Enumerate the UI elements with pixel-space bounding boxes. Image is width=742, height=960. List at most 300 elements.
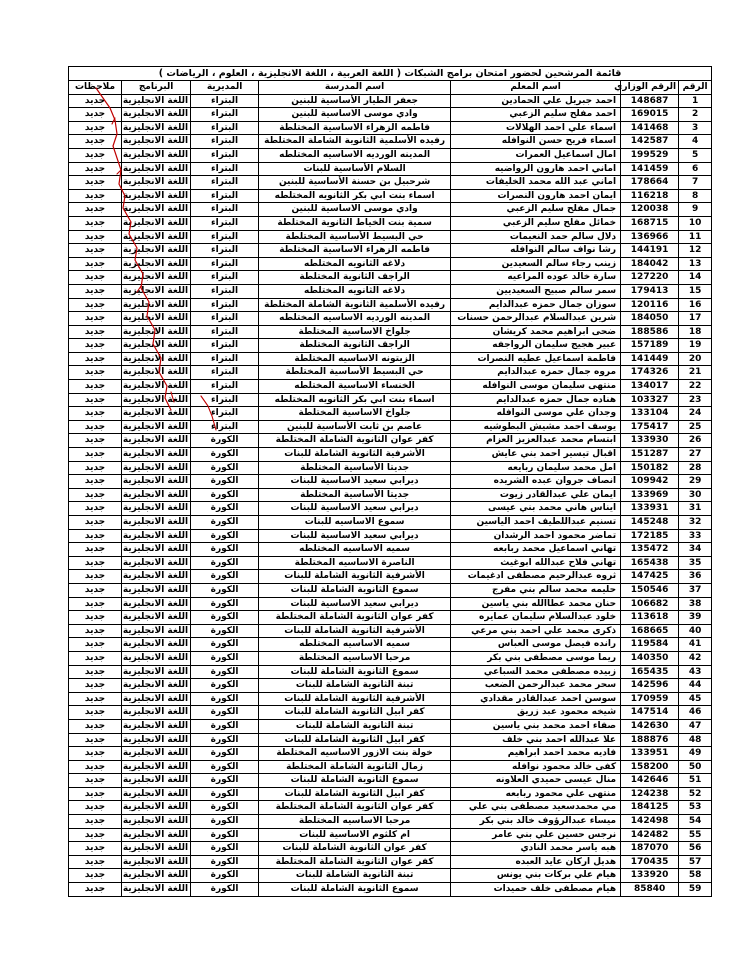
cell-program: اللغة الانجليزية [122,448,191,462]
cell-ministry-number: 179413 [621,284,679,298]
cell-notes: جديد [69,407,122,421]
cell-index: 34 [679,543,712,557]
cell-ministry-number: 135472 [621,543,679,557]
cell-notes: جديد [69,692,122,706]
table-row [69,162,712,176]
cell-notes: جديد [69,516,122,530]
cell-index: 42 [679,651,712,665]
cell-teacher-name: نرجس حسين علي بني عامر [451,828,621,842]
cell-school-name: سموع الثانوية الشاملة للبنات [259,774,451,788]
cell-program: اللغة الانجليزية [122,135,191,149]
cell-teacher-name: زينب رجاء سالم السعيدين [451,257,621,271]
cell-directorate: الكورة [191,638,259,652]
cell-directorate: الكورة [191,651,259,665]
cell-ministry-number: 85840 [621,883,679,897]
cell-directorate: الكورة [191,747,259,761]
cell-teacher-name: ايمان احمد هارون النصرات [451,189,621,203]
cell-notes: جديد [69,760,122,774]
cell-notes: جديد [69,298,122,312]
cell-directorate: البتراء [191,339,259,353]
cell-notes: جديد [69,679,122,693]
cell-notes: جديد [69,719,122,733]
table-row [69,244,712,258]
table-row [69,828,712,842]
candidates-sheet [68,66,711,897]
cell-notes: جديد [69,556,122,570]
cell-directorate: البتراء [191,108,259,122]
cell-ministry-number: 133951 [621,747,679,761]
cell-directorate: البتراء [191,380,259,394]
cell-index: 55 [679,828,712,842]
table-row [69,787,712,801]
cell-ministry-number: 157189 [621,339,679,353]
table-row [69,692,712,706]
cell-teacher-name: شيخه محمود عبد زريق [451,706,621,720]
table-row [69,284,712,298]
cell-directorate: البتراء [191,162,259,176]
cell-school-name: اسماء بنت ابي بكر الثانويه المختلطه [259,189,451,203]
cell-program: اللغة الانجليزية [122,556,191,570]
cell-index: 51 [679,774,712,788]
cell-notes: جديد [69,855,122,869]
cell-directorate: الكورة [191,434,259,448]
cell-index: 24 [679,407,712,421]
table-row [69,203,712,217]
cell-school-name: مرحبا الاساسيه المختلطة [259,651,451,665]
cell-teacher-name: امال اسماعيل العمرات [451,148,621,162]
cell-ministry-number: 113618 [621,611,679,625]
cell-notes: جديد [69,706,122,720]
cell-index: 44 [679,679,712,693]
cell-program: اللغة الانجليزية [122,747,191,761]
table-row [69,312,712,326]
cell-school-name: تبنة الثانوية الشاملة للبنات [259,869,451,883]
table-row [69,651,712,665]
cell-index: 52 [679,787,712,801]
cell-index: 3 [679,121,712,135]
cell-school-name: حي البسيط الأساسية المختلطة [259,230,451,244]
cell-ministry-number: 103327 [621,393,679,407]
cell-ministry-number: 165435 [621,665,679,679]
cell-program: اللغة الانجليزية [122,801,191,815]
cell-program: اللغة الانجليزية [122,543,191,557]
cell-program: اللغة الانجليزية [122,407,191,421]
cell-program: اللغة الانجليزية [122,271,191,285]
table-row [69,420,712,434]
cell-notes: جديد [69,94,122,108]
cell-ministry-number: 168715 [621,216,679,230]
cell-notes: جديد [69,380,122,394]
cell-ministry-number: 188876 [621,733,679,747]
cell-ministry-number: 184125 [621,801,679,815]
cell-notes: جديد [69,651,122,665]
cell-school-name: السلام الأساسية للبنات [259,162,451,176]
cell-program: اللغة الانجليزية [122,733,191,747]
cell-notes: جديد [69,189,122,203]
cell-directorate: الكورة [191,733,259,747]
cell-program: اللغة الانجليزية [122,434,191,448]
cell-notes: جديد [69,420,122,434]
cell-index: 29 [679,475,712,489]
cell-school-name: جعفر الطيار الأساسية للبنين [259,94,451,108]
cell-teacher-name: ثروه عبدالرحيم مصطفى ادغيمات [451,570,621,584]
cell-directorate: البتراء [191,284,259,298]
cell-index: 35 [679,556,712,570]
cell-notes: جديد [69,611,122,625]
table-row [69,94,712,108]
cell-directorate: الكورة [191,556,259,570]
cell-index: 4 [679,135,712,149]
cell-directorate: البتراء [191,189,259,203]
cell-program: اللغة الانجليزية [122,108,191,122]
table-row [69,230,712,244]
cell-directorate: الكورة [191,611,259,625]
cell-index: 39 [679,611,712,625]
cell-school-name: الأشرفية الثانوية الشاملة للبنات [259,692,451,706]
cell-notes: جديد [69,461,122,475]
cell-school-name: جديتا الأساسية المختلطة [259,488,451,502]
cell-ministry-number: 187070 [621,842,679,856]
cell-notes: جديد [69,148,122,162]
table-row [69,339,712,353]
cell-directorate: البتراء [191,312,259,326]
table-row [69,842,712,856]
cell-index: 58 [679,869,712,883]
cell-program: اللغة الانجليزية [122,298,191,312]
table-row [69,543,712,557]
cell-teacher-name: مروه جمال حمزه عبدالدايم [451,366,621,380]
cell-program: اللغة الانجليزية [122,393,191,407]
cell-notes: جديد [69,216,122,230]
table-row [69,529,712,543]
cell-notes: جديد [69,448,122,462]
table-row [69,611,712,625]
cell-directorate: الكورة [191,706,259,720]
table-row [69,855,712,869]
cell-ministry-number: 151287 [621,448,679,462]
cell-school-name: زمال الثانوية الشاملة المختلطة [259,760,451,774]
cell-ministry-number: 170435 [621,855,679,869]
table-row [69,706,712,720]
cell-directorate: الكورة [191,583,259,597]
cell-teacher-name: هيام علي بركات بني يونس [451,869,621,883]
cell-directorate: الكورة [191,475,259,489]
cell-index: 32 [679,516,712,530]
cell-index: 37 [679,583,712,597]
table-row [69,271,712,285]
cell-directorate: الكورة [191,760,259,774]
cell-notes: جديد [69,570,122,584]
cell-program: اللغة الانجليزية [122,312,191,326]
cell-school-name: كفر ابيل الثانوية الشاملة للبنات [259,787,451,801]
cell-notes: جديد [69,529,122,543]
cell-directorate: الكورة [191,597,259,611]
table-row [69,448,712,462]
cell-program: اللغة الانجليزية [122,189,191,203]
cell-teacher-name: ايناس هاني محمد بني عيسى [451,502,621,516]
cell-notes: جديد [69,121,122,135]
candidates-table [68,66,712,897]
cell-directorate: الكورة [191,624,259,638]
cell-ministry-number: 150546 [621,583,679,597]
cell-notes: جديد [69,733,122,747]
table-row [69,366,712,380]
header-program: البرنامج [122,81,191,95]
header-notes: ملاحظات [69,81,122,95]
cell-school-name: المدينه الورديه الاساسيه المختلطه [259,312,451,326]
cell-school-name: جلواخ الاساسية المختلطة [259,325,451,339]
cell-notes: جديد [69,665,122,679]
cell-notes: جديد [69,325,122,339]
cell-school-name: سموع الثانوية الشاملة للبنات [259,665,451,679]
cell-directorate: الكورة [191,516,259,530]
cell-notes: جديد [69,475,122,489]
cell-program: اللغة الانجليزية [122,774,191,788]
cell-school-name: الأشرفية الثانوية الشاملة للبنات [259,448,451,462]
cell-ministry-number: 142596 [621,679,679,693]
cell-notes: جديد [69,244,122,258]
cell-teacher-name: اقبال تيسير احمد بني عايش [451,448,621,462]
cell-index: 12 [679,244,712,258]
cell-directorate: البتراء [191,230,259,244]
cell-program: اللغة الانجليزية [122,516,191,530]
cell-index: 33 [679,529,712,543]
cell-school-name: كفر عوان الثانوية الشاملة المختلطة [259,434,451,448]
cell-teacher-name: فاطمة اسماعيل عطيه النصرات [451,352,621,366]
cell-school-name: تبنة الثانوية الشاملة للبنات [259,679,451,693]
cell-ministry-number: 144191 [621,244,679,258]
cell-program: اللغة الانجليزية [122,366,191,380]
cell-school-name: الأشرفية الثانوية الشاملة للبنات [259,570,451,584]
table-row [69,189,712,203]
cell-index: 6 [679,162,712,176]
table-row [69,325,712,339]
cell-notes: جديد [69,815,122,829]
cell-directorate: الكورة [191,828,259,842]
cell-teacher-name: تماضر محمود احمد الرشدان [451,529,621,543]
cell-directorate: الكورة [191,570,259,584]
table-row [69,774,712,788]
cell-teacher-name: اسماء فريح حسن النوافله [451,135,621,149]
table-row [69,502,712,516]
cell-ministry-number: 133969 [621,488,679,502]
cell-program: اللغة الانجليزية [122,583,191,597]
cell-program: اللغة الانجليزية [122,624,191,638]
cell-teacher-name: فاديه محمد احمد ابراهيم [451,747,621,761]
cell-school-name: ام كلثوم الاساسية للبنات [259,828,451,842]
cell-program: اللغة الانجليزية [122,815,191,829]
cell-directorate: البتراء [191,393,259,407]
cell-teacher-name: اسماء علي احمد الهلالات [451,121,621,135]
cell-program: اللغة الانجليزية [122,638,191,652]
table-row [69,352,712,366]
cell-index: 45 [679,692,712,706]
cell-directorate: البتراء [191,257,259,271]
cell-program: اللغة الانجليزية [122,842,191,856]
table-row [69,556,712,570]
cell-notes: جديد [69,162,122,176]
cell-directorate: البتراء [191,135,259,149]
cell-ministry-number: 142482 [621,828,679,842]
cell-school-name: وادي موسى الاساسية للبنين [259,203,451,217]
table-body [69,94,712,896]
cell-program: اللغة الانجليزية [122,488,191,502]
table-row [69,461,712,475]
cell-school-name: خولة بنت الازور الاساسيه المختلطة [259,747,451,761]
cell-ministry-number: 133920 [621,869,679,883]
cell-notes: جديد [69,747,122,761]
cell-directorate: الكورة [191,774,259,788]
cell-school-name: دلاغه الثانويه المختلطه [259,284,451,298]
cell-program: اللغة الانجليزية [122,284,191,298]
cell-notes: جديد [69,339,122,353]
cell-school-name: سميه الاساسيه المختلطه [259,543,451,557]
cell-notes: جديد [69,801,122,815]
cell-directorate: الكورة [191,815,259,829]
cell-notes: جديد [69,869,122,883]
table-row [69,733,712,747]
cell-school-name: تبنة الثانوية الشاملة للبنات [259,719,451,733]
cell-program: اللغة الانجليزية [122,855,191,869]
cell-program: اللغة الانجليزية [122,760,191,774]
cell-index: 11 [679,230,712,244]
cell-teacher-name: هبه ياسر محمد النادي [451,842,621,856]
header-index: الرقم [679,81,712,95]
cell-ministry-number: 141459 [621,162,679,176]
cell-directorate: البتراء [191,148,259,162]
cell-index: 1 [679,94,712,108]
cell-school-name: الناصرة الاساسيه المختلطة [259,556,451,570]
cell-program: اللغة الانجليزية [122,883,191,897]
table-row [69,679,712,693]
cell-ministry-number: 142630 [621,719,679,733]
cell-school-name: جديتا الأساسية المختلطة [259,461,451,475]
cell-index: 9 [679,203,712,217]
cell-notes: جديد [69,488,122,502]
cell-ministry-number: 127220 [621,271,679,285]
cell-program: اللغة الانجليزية [122,380,191,394]
cell-directorate: البتراء [191,366,259,380]
cell-ministry-number: 119584 [621,638,679,652]
cell-teacher-name: حليمه محمد سالم بني مفرج [451,583,621,597]
cell-index: 7 [679,176,712,190]
cell-school-name: كفر عوان الثانوية الشاملة المختلطة [259,855,451,869]
cell-notes: جديد [69,393,122,407]
cell-index: 25 [679,420,712,434]
cell-index: 22 [679,380,712,394]
table-row [69,760,712,774]
cell-index: 8 [679,189,712,203]
cell-index: 41 [679,638,712,652]
table-row [69,407,712,421]
cell-teacher-name: خلود عبدالسلام سليمان عمايره [451,611,621,625]
table-row [69,380,712,394]
cell-ministry-number: 178664 [621,176,679,190]
cell-index: 5 [679,148,712,162]
cell-program: اللغة الانجليزية [122,176,191,190]
cell-teacher-name: ريما موسى مصطفى بني بكر [451,651,621,665]
cell-program: اللغة الانجليزية [122,828,191,842]
cell-ministry-number: 116218 [621,189,679,203]
table-row [69,148,712,162]
cell-program: اللغة الانجليزية [122,244,191,258]
cell-program: اللغة الانجليزية [122,719,191,733]
cell-ministry-number: 142587 [621,135,679,149]
cell-directorate: البتراء [191,298,259,312]
cell-notes: جديد [69,284,122,298]
cell-school-name: مرحبا الاساسيه المختلطة [259,815,451,829]
cell-teacher-name: كفى خالد محمود نوافله [451,760,621,774]
cell-teacher-name: سوزان جمال حمزه عبدالدايم [451,298,621,312]
table-row [69,665,712,679]
cell-notes: جديد [69,583,122,597]
cell-notes: جديد [69,624,122,638]
cell-school-name: سموع الثانوية الشاملة للبنات [259,883,451,897]
cell-ministry-number: 147514 [621,706,679,720]
cell-ministry-number: 134017 [621,380,679,394]
cell-teacher-name: احمد مفلح سليم الزعبي [451,108,621,122]
cell-teacher-name: سحر محمد عبدالرحمن الضعب [451,679,621,693]
cell-program: اللغة الانجليزية [122,706,191,720]
cell-teacher-name: زبيده مصطفى محمد السباعي [451,665,621,679]
cell-ministry-number: 120116 [621,298,679,312]
cell-ministry-number: 150182 [621,461,679,475]
cell-index: 27 [679,448,712,462]
cell-index: 38 [679,597,712,611]
cell-index: 14 [679,271,712,285]
cell-index: 56 [679,842,712,856]
cell-teacher-name: سارة خالد عوده المراعيه [451,271,621,285]
cell-index: 23 [679,393,712,407]
cell-school-name: سموع الاساسيه للبنات [259,516,451,530]
cell-directorate: البتراء [191,244,259,258]
cell-ministry-number: 148687 [621,94,679,108]
cell-ministry-number: 170959 [621,692,679,706]
table-row [69,801,712,815]
cell-ministry-number: 175417 [621,420,679,434]
table-row [69,135,712,149]
cell-teacher-name: ذكرى محمد علي احمد بني مرعي [451,624,621,638]
cell-ministry-number: 184042 [621,257,679,271]
cell-teacher-name: تهاني اسماعيل محمد ربابعه [451,543,621,557]
cell-school-name: ديرابي سعيد الاساسية للبنات [259,529,451,543]
table-row [69,883,712,897]
cell-ministry-number: 141449 [621,352,679,366]
cell-directorate: البتراء [191,407,259,421]
cell-teacher-name: سمر سالم صبيح السعيديين [451,284,621,298]
cell-ministry-number: 199529 [621,148,679,162]
header-row [69,81,712,95]
cell-school-name: اسماء بنت ابي بكر الثانويه المختلطه [259,393,451,407]
cell-directorate: الكورة [191,543,259,557]
cell-teacher-name: اماني عبد الله محمد الخليفات [451,176,621,190]
table-row [69,298,712,312]
cell-school-name: كفر ابيل الثانوية الشاملة للبنات [259,706,451,720]
cell-notes: جديد [69,787,122,801]
cell-directorate: الكورة [191,461,259,475]
cell-ministry-number: 120038 [621,203,679,217]
cell-index: 49 [679,747,712,761]
cell-teacher-name: منال عيسى حميدي العلاونه [451,774,621,788]
cell-program: اللغة الانجليزية [122,94,191,108]
cell-teacher-name: دلال سالم حمد النعيمات [451,230,621,244]
cell-program: اللغة الانجليزية [122,461,191,475]
cell-program: اللغة الانجليزية [122,203,191,217]
cell-notes: جديد [69,842,122,856]
cell-program: اللغة الانجليزية [122,651,191,665]
cell-teacher-name: علا عبدالله احمد بني خلف [451,733,621,747]
cell-directorate: الكورة [191,719,259,733]
